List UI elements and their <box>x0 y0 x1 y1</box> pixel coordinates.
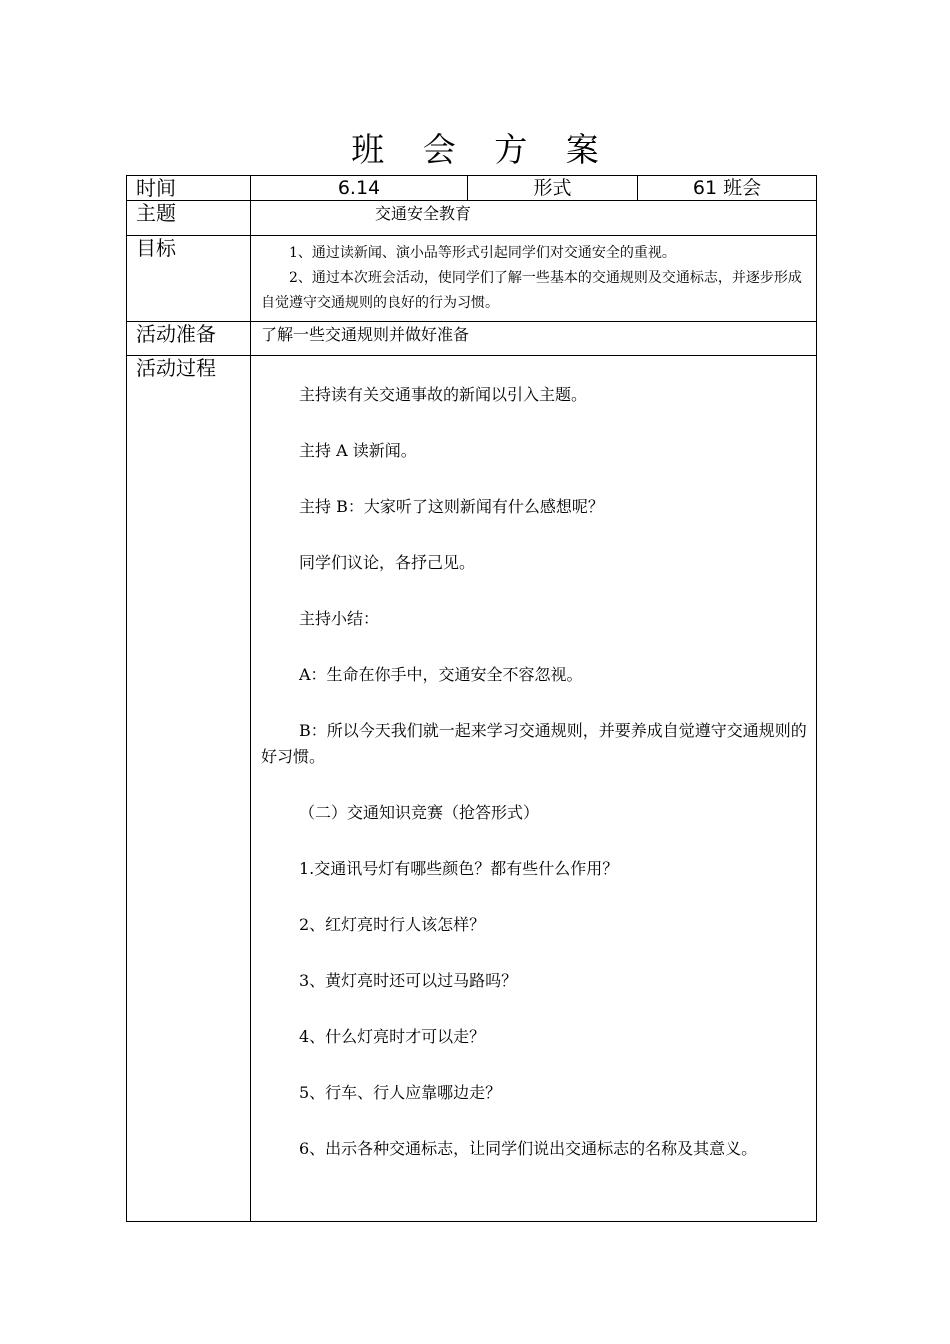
process-paragraph: 6、出示各种交通标志，让同学们说出交通标志的名称及其意义。 <box>299 1139 758 1158</box>
process-label: 活动过程 <box>127 356 251 1222</box>
process-paragraph: 4、什么灯亮时才可以走？ <box>299 1027 486 1046</box>
goal-item: 2、通过本次班会活动，使同学们了解一些基本的交通规则及交通标志，并逐步形成自觉遵守交通规则的良好的行为习惯。 <box>261 270 802 311</box>
process-paragraph: 主持 A 读新闻。 <box>299 441 417 460</box>
page-title: 班 会 方 案 <box>351 130 613 169</box>
process-row <box>127 356 817 1222</box>
theme-row <box>127 201 817 236</box>
time-value: 6.14 <box>251 176 468 201</box>
process-content <box>251 356 817 1222</box>
prep-label: 活动准备 <box>127 322 251 356</box>
process-paragraph: 主持小结： <box>299 609 380 628</box>
goal-item: 1、通过读新闻、演小品等形式引起同学们对交通安全的重视。 <box>289 245 676 261</box>
plan-table <box>126 175 817 1222</box>
time-form-row <box>127 176 817 201</box>
process-paragraph: A：生命在你手中，交通安全不容忽视。 <box>299 665 583 684</box>
form-value: 61 班会 <box>638 176 817 201</box>
process-paragraph: 2、红灯亮时行人该怎样？ <box>299 915 486 934</box>
goals-content <box>251 236 817 322</box>
process-paragraph: 1.交通讯号灯有哪些颜色？都有些什么作用？ <box>299 859 619 878</box>
goals-label: 目标 <box>127 236 251 322</box>
process-paragraph: 3、黄灯亮时还可以过马路吗？ <box>299 971 518 990</box>
time-label: 时间 <box>127 176 251 201</box>
goals-row <box>127 236 817 322</box>
process-paragraph: 同学们议论，各抒己见。 <box>299 553 476 572</box>
process-paragraph: 主持读有关交通事故的新闻以引入主题。 <box>299 385 588 404</box>
process-paragraph: B：所以今天我们就一起来学习交通规则，并要养成自觉遵守交通规则的好习惯。 <box>261 721 807 766</box>
form-label: 形式 <box>468 176 638 201</box>
prep-value: 了解一些交通规则并做好准备 <box>251 322 817 356</box>
process-paragraph: 5、行车、行人应靠哪边走？ <box>299 1083 502 1102</box>
theme-label: 主题 <box>127 201 251 236</box>
process-paragraph: （二）交通知识竞赛（抢答形式） <box>299 803 540 822</box>
prep-row <box>127 322 817 356</box>
theme-value: 交通安全教育 <box>251 201 817 236</box>
process-paragraph: 主持 B：大家听了这则新闻有什么感想呢？ <box>299 497 604 516</box>
